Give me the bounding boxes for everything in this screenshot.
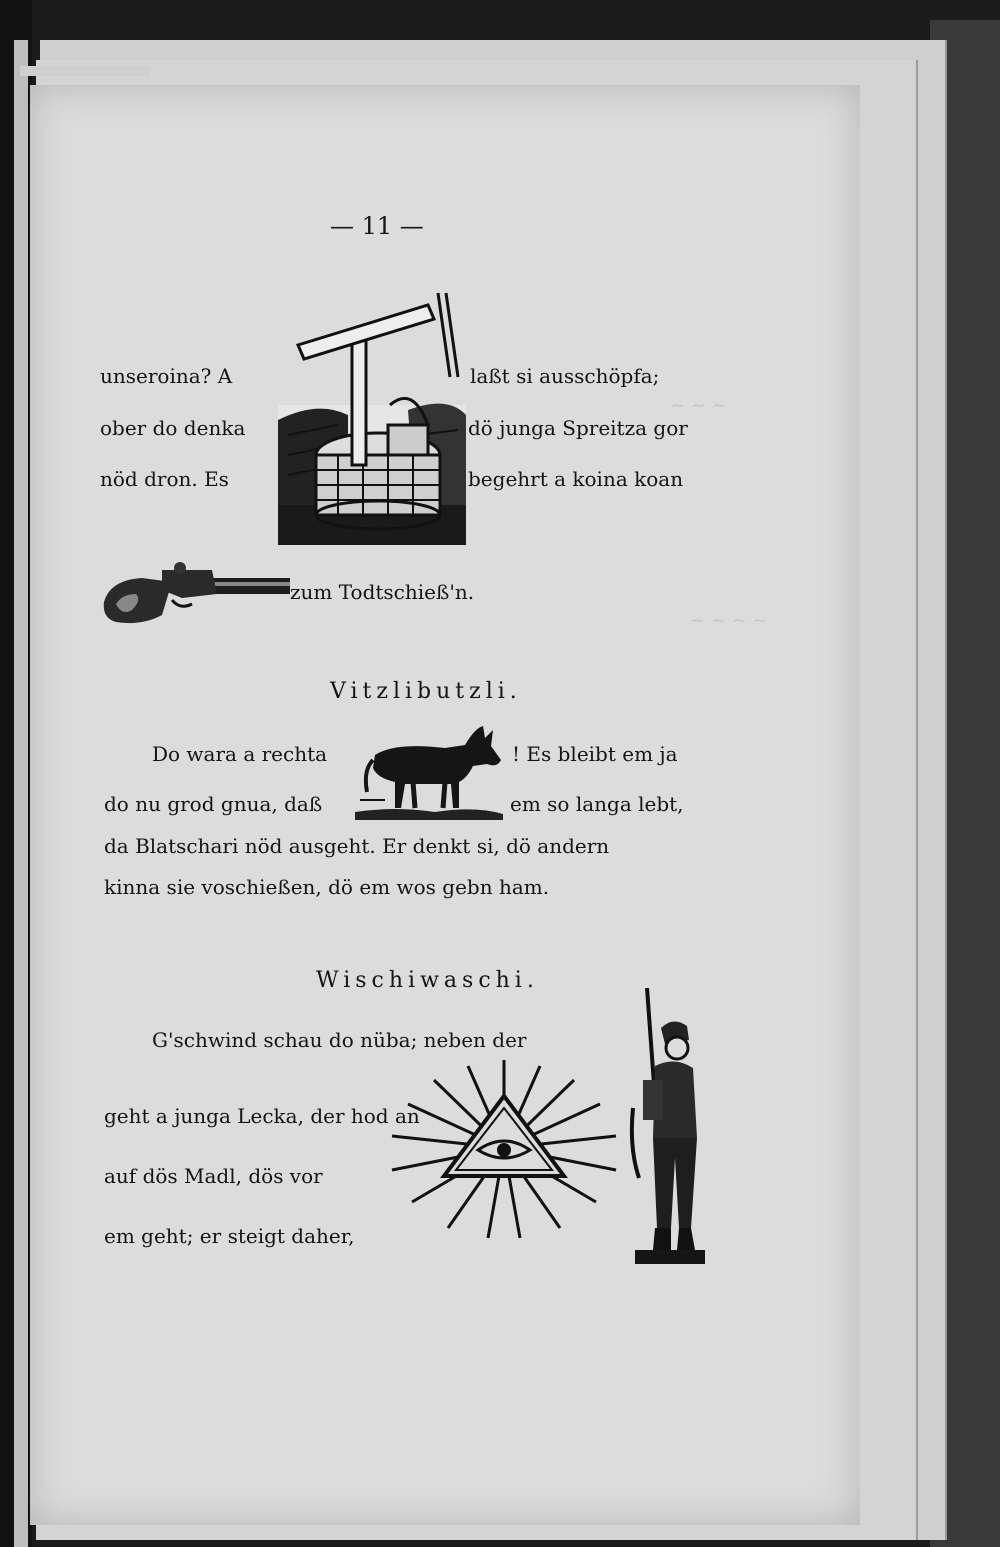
text-line: ! Es bleibt em ja [512,742,678,766]
text-line: unseroina? A [100,364,233,388]
text-line: zum Todtschieß'n. [290,580,475,604]
text-line: G'schwind schau do nüba; neben der [152,1028,527,1052]
text-line: em geht; er steigt daher, [104,1224,355,1248]
text-line: kinna sie voschießen, dö em wos gebn ham. [104,875,550,899]
section-heading: Wischiwaschi. [316,968,539,993]
donkey-woodcut-icon [355,720,505,820]
text-line: dö junga Spreitza gor [468,416,688,440]
text-line: laßt si ausschöpfa; [470,364,660,388]
text-line: ober do denka [100,416,246,440]
text-line: da Blatschari nöd ausgeht. Er denkt si, dö andern [104,834,610,858]
pistol-woodcut-icon [102,560,290,630]
page-number: — 11 — [330,212,424,240]
binding-tab [20,66,150,76]
text-line: nöd dron. Es [100,467,229,491]
text-line: auf dös Madl, dös vor [104,1164,323,1188]
text-line: geht a junga Lecka, der hod an [104,1104,420,1128]
text-line: Do wara a rechta [152,742,328,766]
binding-strip [14,40,28,1547]
bleed-through: ~ ~ ~ ~ [690,610,768,631]
soldier-woodcut-icon [625,988,710,1276]
eye-of-providence-icon [388,1060,620,1240]
text-line: em so langa lebt, [510,792,684,816]
text-line: begehrt a koina koan [468,467,684,491]
bleed-through: ~ ~ ~ [670,395,727,416]
text-line: do nu grod gnua, daß [104,792,323,816]
well-woodcut-icon [278,285,466,545]
section-heading: Vitzlibutzli. [330,679,522,704]
